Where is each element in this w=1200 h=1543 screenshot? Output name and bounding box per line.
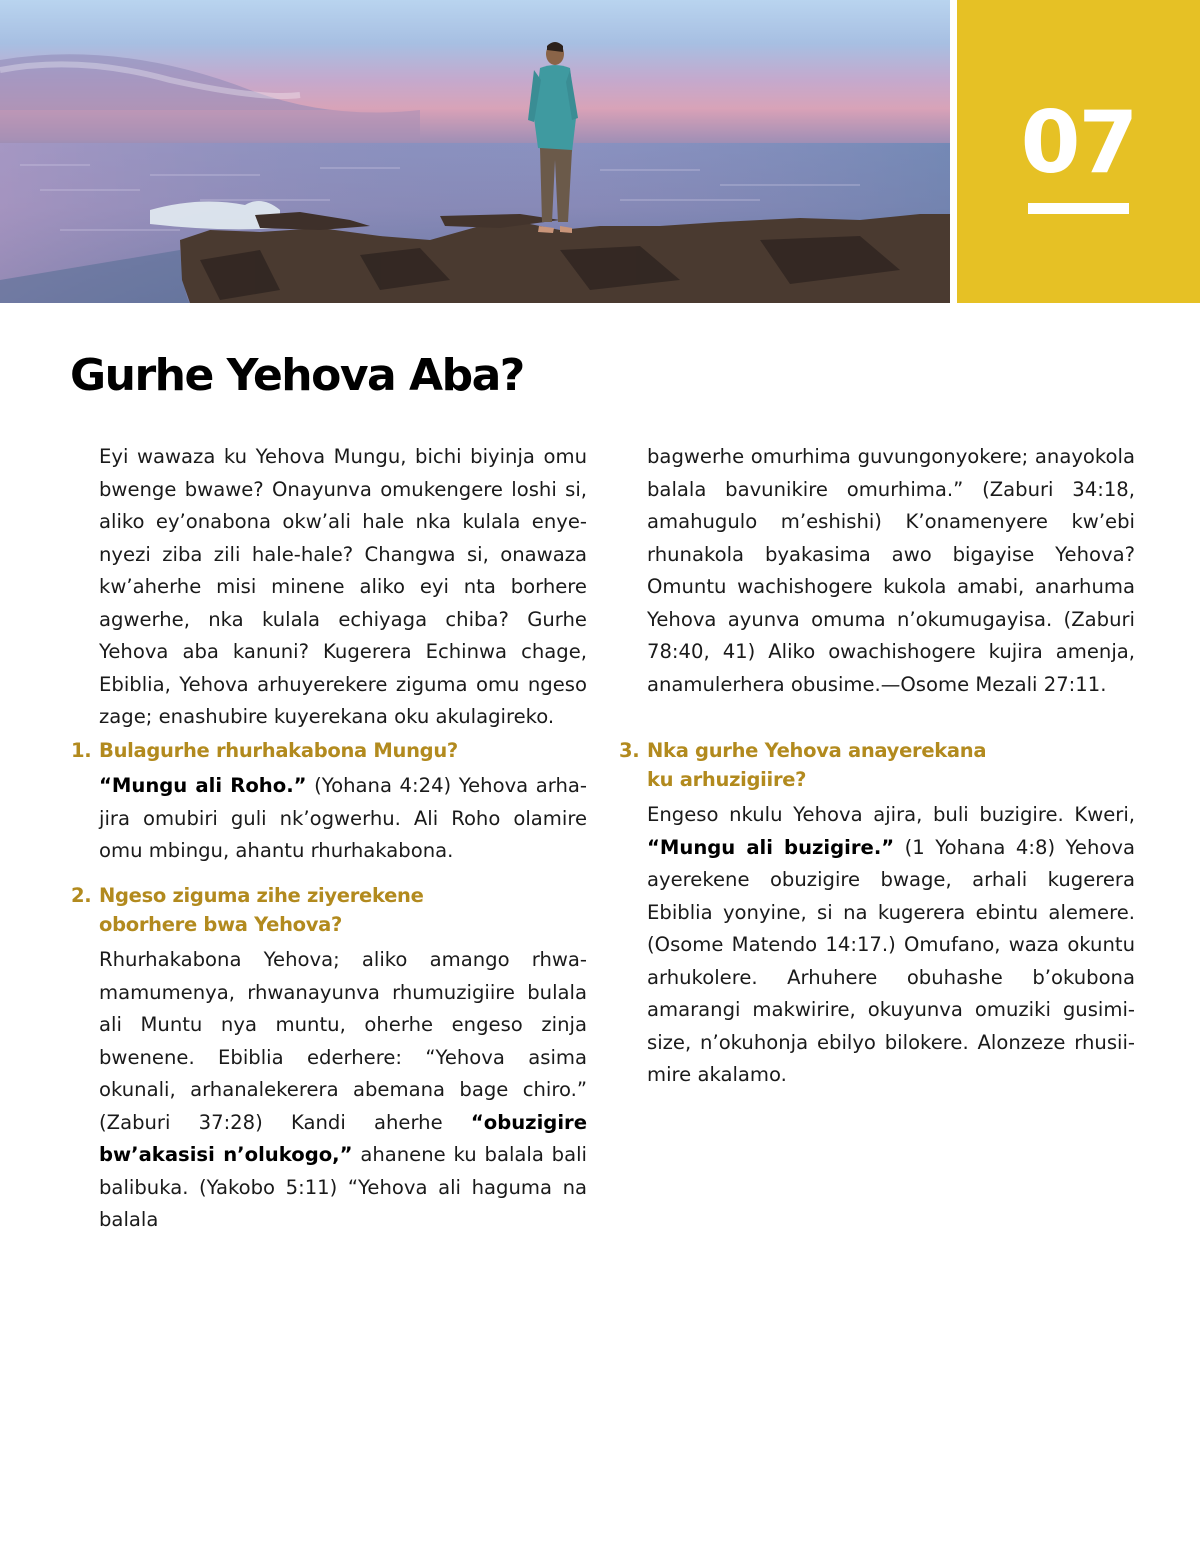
section-3-question-line2: ku arhuzigiire? (647, 768, 807, 791)
section-1-body (71, 770, 587, 868)
section-2-question-line1: Ngeso ziguma zihe ziyerekene (99, 884, 424, 907)
section-2-question-line2: oborhere bwa Yehova? (99, 913, 343, 936)
section-1 (71, 736, 587, 868)
hero-photo (0, 0, 950, 303)
section-1-question: Bulagurhe rhurhakabona Mungu? (99, 739, 458, 762)
section-3-question-line1: Nka gurhe Yehova anayerekana (647, 739, 987, 762)
section-2 (71, 881, 587, 1237)
section-3-number: 3. (619, 739, 640, 762)
section-2-bold-quote: “obuzigire bw’akasisi n’olukogo,” (99, 1110, 587, 1166)
section-2-heading (71, 881, 587, 939)
section-1-bold-quote: “Mungu ali Roho.” (99, 774, 307, 797)
section-1-heading (71, 736, 587, 765)
column-right (619, 441, 1135, 1086)
page-title: Gurhe Yehova Aba? (70, 350, 524, 401)
column-left (71, 441, 587, 1231)
section-2-body (71, 944, 587, 1237)
chapter-underline (1028, 203, 1129, 214)
section-3-body (619, 799, 1135, 1092)
section-3-heading (619, 736, 1135, 794)
section-3-text-b: (1 Yohana 4:8) Yehova ayerekene obuzigire bwage, arhali kugerera Ebiblia yonyine, si na kugerera ebintu alemere. (Osome Matendo 14:17.) Omufano, waza okuntu arhukolere. Arhuhere obuhashe b’okubona amarangi makwirire, okuyunva omuziki gusimisize, n’okuhonja ebilyo bilokere. Alonzeze rhusiimire akalamo. (647, 835, 1135, 1086)
intro-paragraph: Eyi wawaza ku Yehova Mungu, bichi biyinja omu bwenge bwawe? Onayunva omukengere loshi si, aliko ey’onabona okw’ali hale nka kulala enyenyezi ziba zili hale-hale? Changwa si, onawaza kw’aherhe misi minene aliko eyi nta borhere agwerhe, nka kulala echiyaga chiba? Gurhe Yehova aba kanuni? Kugerera Echinwa chage, Ebiblia, Yehova arhuyerekere ziguma omu ngeso zage; enashubire kuyerekana oku akulagireko. (99, 445, 587, 728)
section-3-bold-quote: “Mungu ali buzigire.” (647, 835, 895, 859)
chapter-number-box (957, 0, 1200, 303)
seashore-man-photo (0, 0, 950, 303)
section-1-text: (Yohana 4:24) Yehova arhajira omubiri guli nk’ogwerhu. Ali Roho olamire omu mbingu, ahantu rhurhakabona. (99, 774, 587, 862)
section-2-number: 2. (71, 884, 92, 907)
section-2-continuation: bagwerhe omurhima guvungonyokere; anayokola balala bavunikire omurhima.” (Zaburi 34:18, amahugulo m’eshishi) K’onamenyere kw’ebi rhunakola byakasima awo bigayise Yehova? Omuntu wachishogere kukola amabi, anarhuma Yehova ayunva omuma n’okumugayisa. (Zaburi 78:40, 41) Aliko owachishogere kujira amenja, anamulerhera obusime.—Osome Mezali 27:11. (647, 445, 1135, 696)
section-1-number: 1. (71, 739, 92, 762)
section-2-text-a: Rhurhakabona Yehova; aliko amango rhwamamumenya, rhwanayunva rhumuzigiire bulala ali Muntu nya muntu, oherhe engeso zinja bwenene. Ebiblia ederhere: “Yehova asima okunali, arhanalekerera abemana bage chiro.” (Zaburi 37:28) Kandi aherhe (99, 948, 587, 1134)
section-3 (619, 736, 1135, 1092)
section-3-text-a: Engeso nkulu Yehova ajira, buli buzigire. Kweri, (647, 803, 1135, 826)
chapter-number: 07 (1020, 93, 1137, 193)
section-2-text-b: ahanene ku balala bali balibuka. (Yakobo 5:11) “Yehova ali haguma na balala (99, 1143, 587, 1231)
